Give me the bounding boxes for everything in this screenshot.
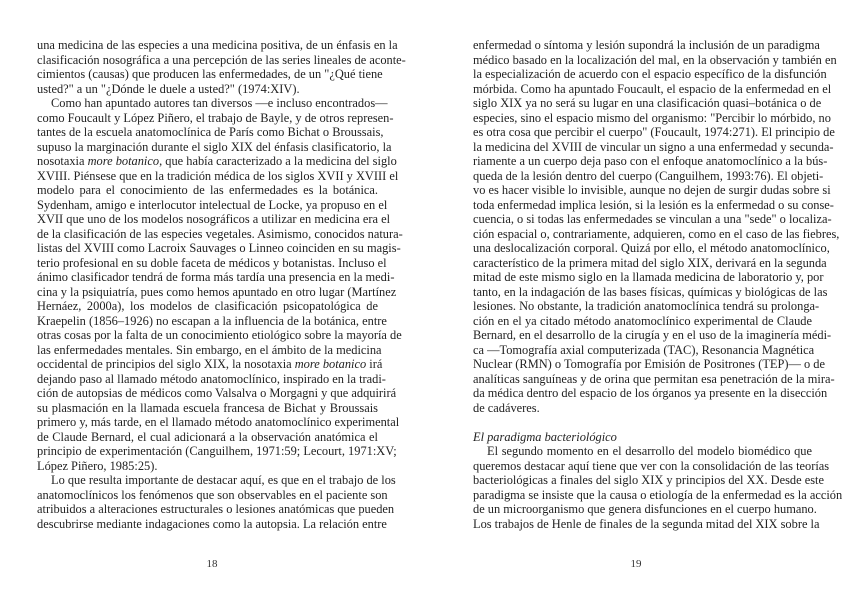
text-line: terio profesional en su doble faceta de médicos y botanistas. Incluso el bbox=[37, 255, 387, 270]
page-number: 19 bbox=[630, 558, 642, 570]
paragraph bbox=[473, 38, 840, 415]
text-line: cuencia, o si todas las enfermedades se vinculan a una "sede" o localiza- bbox=[473, 212, 832, 226]
paragraph bbox=[37, 473, 396, 531]
text-line: riamente a un cuerpo deja paso con el enfoque anatomoclínico a la bús- bbox=[473, 154, 828, 168]
text-line: principio de experimentación (Canguilhem, 1971:59; Lecourt, 1971:XV; bbox=[37, 444, 397, 458]
text-line: la medicina del XVIII de vincular un signo a una enfermedad y secunda- bbox=[473, 139, 834, 154]
left-page-body bbox=[37, 38, 406, 531]
paragraph bbox=[37, 38, 406, 96]
text-line: El segundo momento en el desarrollo del modelo biomédico que bbox=[487, 444, 812, 458]
section-heading: El paradigma bacteriológico bbox=[473, 429, 617, 444]
text-line: una deslocalización corporal. Quizá por ello, el método anatomoclínico, bbox=[473, 241, 830, 255]
right-page-body bbox=[473, 38, 843, 531]
text-line: analíticas sanguíneas y de orina que permitan esa penetración de la mira- bbox=[473, 371, 835, 386]
text-line: las enfermedades mentales. Sin embargo, en el ámbito de la medicina bbox=[37, 342, 382, 357]
text-line: atribuidos a alteraciones estructurales o lesiones anatómicas que pueden bbox=[37, 502, 395, 516]
text-line: otras cosas por la falta de un conocimiento etiológico sobre la mayoría de bbox=[37, 328, 402, 342]
text-line: cimientos (causas) que producen las enfermedades, de un "¿Qué tiene bbox=[37, 67, 383, 81]
text-line: queda de la lesión dentro del cuerpo (Canguilhem, 1993:76). El objeti- bbox=[473, 168, 824, 183]
text-line: de cadáveres. bbox=[473, 400, 540, 415]
text-line: ción de autopsias de médicos como Valsalva o Morgagni y que adquirirá bbox=[37, 386, 397, 400]
text-line: cina y la psiquiatría, pues como hemos apuntado en otro lugar (Martínez bbox=[37, 284, 397, 299]
text-line: dejando paso al llamado método anatomoclínico, inspirado en la tradi- bbox=[37, 371, 386, 386]
text-line: Nuclear (RMN) o Tomografía por Emisión de Positrones (TEP)— o de bbox=[473, 357, 825, 371]
text-line: listas del XVIII como Lacroix Sauvages o Linneo coinciden en su magis- bbox=[37, 241, 401, 255]
text-line: modelo para el conocimiento de las enfermedades es la botánica. bbox=[37, 183, 378, 197]
text-line: XVIII. Piénsese que en la tradición médica de los siglos XVII y XVIII el bbox=[37, 168, 399, 183]
text-line: vo es hacer visible lo invisible, aunque no dejen de surgir dudas sobre si bbox=[473, 183, 831, 197]
text-line: Sydenham, amigo e interlocutor intelectual de Locke, ya propuso en el bbox=[37, 197, 388, 212]
text-line: tantes de la escuela anatomoclínica de París como Bichat o Broussais, bbox=[37, 125, 384, 139]
text-line: Kraepelin (1856–1926) no escapan a la influencia de la botánica, entre bbox=[37, 313, 387, 328]
text-line: nosotaxia more botanico, que había caracterizado a la medicina del siglo bbox=[37, 154, 397, 168]
text-line: ca —Tomografía axial computerizada (TAC), Resonancia Magnética bbox=[473, 342, 815, 357]
text-line: como Foucault y López Piñero, el trabajo de Bayle, y de otros represen- bbox=[37, 110, 394, 125]
page-number: 18 bbox=[206, 558, 218, 570]
paragraph bbox=[473, 444, 843, 531]
text-line: de un microorganismo que genera disfunciones en el cuerpo humano. bbox=[473, 502, 817, 516]
text-line: bacteriológicas a finales del siglo XIX y principios del XX. Desde este bbox=[473, 473, 824, 487]
text-line: Los trabajos de Henle de finales de la segunda mitad del XIX sobre la bbox=[473, 516, 820, 531]
text-line: Hernáez, 2000a), los modelos de clasificación psicopatológica de bbox=[37, 299, 378, 313]
paragraph bbox=[37, 96, 403, 473]
italic-term: more botanico bbox=[294, 357, 367, 371]
section-gap bbox=[473, 415, 812, 430]
text-line: da médica dentro del espacio de los órganos ya presente en la disección bbox=[473, 386, 828, 400]
text-line: una medicina de las especies a una medicina positiva, de un énfasis en la bbox=[37, 38, 398, 52]
text-line: primero y, más tarde, en el llamado método anatomoclínico experimental bbox=[37, 415, 400, 429]
text-line: especies, sino el espacio mismo del organismo: "Percibir lo mórbido, no bbox=[473, 110, 831, 125]
text-line: Como han apuntado autores tan diversos —e incluso encontrados— bbox=[51, 96, 388, 110]
text-line: siglo XIX ya no será su lugar en una clasificación quasi–botánica o de bbox=[473, 96, 822, 110]
text-line: Bernard, en el desarrollo de la cirugía y en el uso de la imaginería médi- bbox=[473, 328, 832, 342]
text-line: su plasmación en la llamada escuela francesa de Bichat y Broussais bbox=[37, 400, 378, 415]
text-line: occidental de principios del siglo XIX, la nosotaxia more botanico irá bbox=[37, 357, 383, 371]
text-line: enfermedad o síntoma y lesión supondrá la inclusión de un paradigma bbox=[473, 38, 820, 52]
text-line: tanto, en la indagación de las bases físicas, químicas y biológicas de las bbox=[473, 284, 828, 299]
text-line: supuso la marginación durante el siglo XIX del énfasis clasificatorio, la bbox=[37, 139, 392, 154]
text-line: toda enfermedad implica lesión, si la lesión es la enfermedad o su conse- bbox=[473, 197, 834, 212]
text-line: la especialización de acuerdo con el espacio específico de la disfunción bbox=[473, 67, 827, 81]
text-line: ánimo clasificador tendrá de forma más tardía una presencia en la medi- bbox=[37, 270, 395, 284]
text-line: anatomoclínicos los fenómenos que son observables en el paciente son bbox=[37, 487, 388, 502]
text-line: mitad de este mismo siglo en la llamada medicina de laboratorio y, por bbox=[473, 270, 824, 284]
text-line: de Claude Bernard, el cual adicionará a la observación anatómica el bbox=[37, 429, 378, 444]
text-line: clasificación nosográfica a una percepción de las series lineales de aconte- bbox=[37, 52, 406, 67]
text-line: usted?" a un "¿Dónde le duele a usted?" (1974:XIV). bbox=[37, 81, 300, 96]
text-line: López Piñero, 1985:25). bbox=[37, 458, 158, 473]
text-line: característico de la primera mitad del siglo XIX, derivará en la segunda bbox=[473, 255, 827, 270]
text-line: es otra cosa que percibir el cuerpo" (Foucault, 1974:271). El principio de bbox=[473, 125, 835, 139]
text-line: ción espacial o, contrariamente, adquieren, como en el caso de las fiebres, bbox=[473, 226, 840, 241]
text-line: de la clasificación de las especies vegetales. Asimismo, conocidos natura- bbox=[37, 226, 403, 241]
text-line: paradigma se insiste que la causa o etiología de la enfermedad es la acción bbox=[473, 487, 843, 502]
text-line: lesiones. No obstante, la tradición anatomoclínica tendrá su prolonga- bbox=[473, 299, 820, 313]
text-line: ción en el ya citado método anatomoclínico experimental de Claude bbox=[473, 313, 812, 328]
text-line: mórbida. Como ha apuntado Foucault, el espacio de la enfermedad en el bbox=[473, 81, 832, 96]
right-page bbox=[424, 0, 848, 599]
italic-term: more botanico bbox=[87, 154, 160, 168]
text-line: descubrirse mediante indagaciones como la autopsia. La relación entre bbox=[37, 516, 387, 531]
text-line: queremos destacar aquí tiene que ver con la consolidación de las teorías bbox=[473, 458, 830, 473]
text-line: Lo que resulta importante de destacar aquí, es que en el trabajo de los bbox=[51, 473, 396, 487]
text-line: médico basado en la localización del mal, en la observación y también en bbox=[473, 52, 837, 67]
text-line: XVII que uno de los modelos nosográficos a utilizar en medicina era el bbox=[37, 212, 391, 226]
